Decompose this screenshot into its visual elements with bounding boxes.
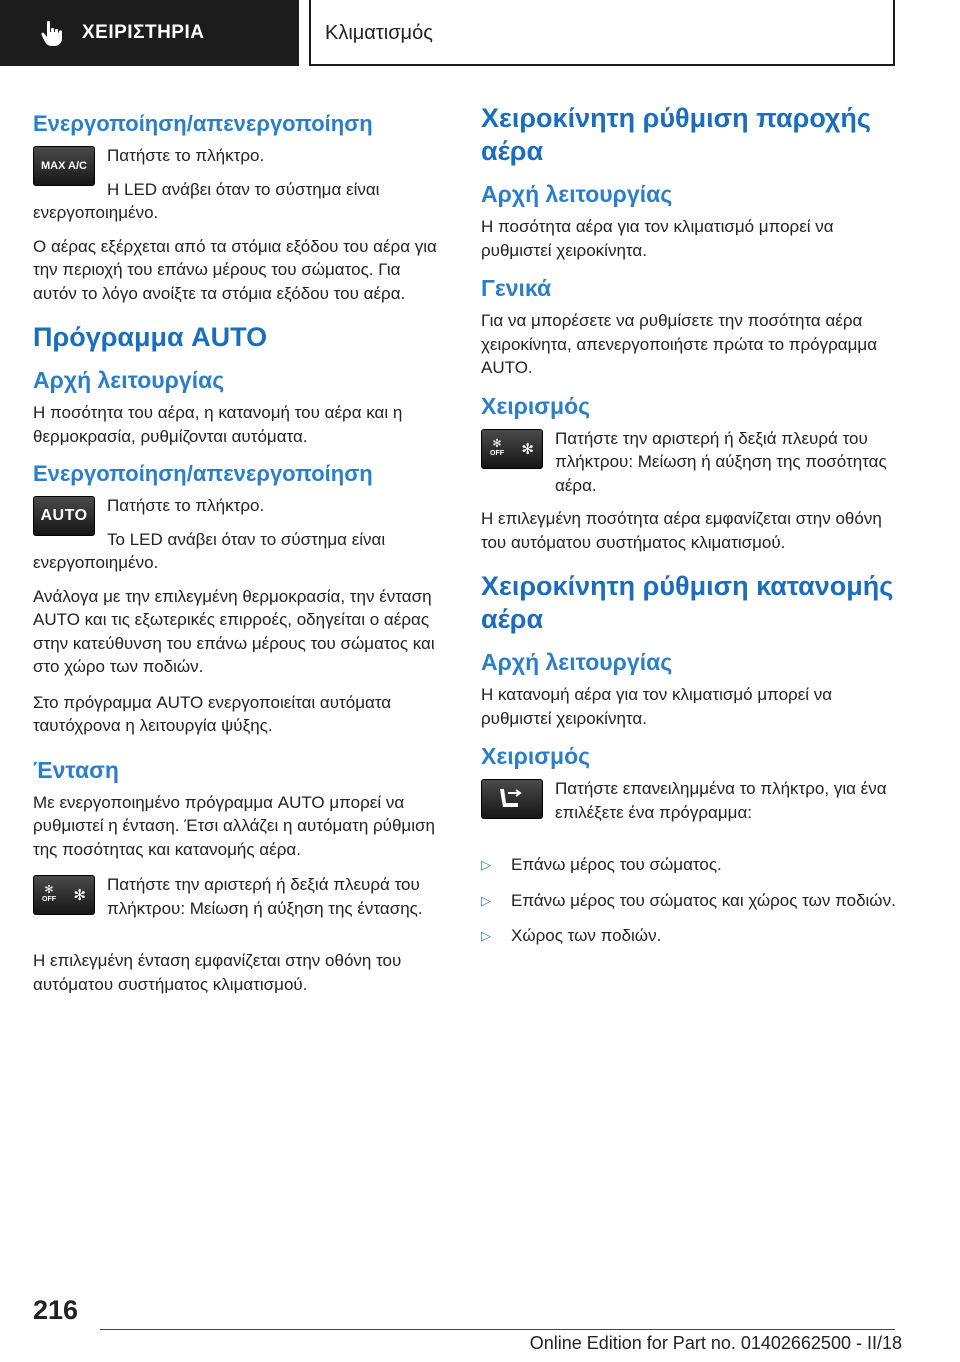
maxac-button-icon: MAX A/C [33, 146, 95, 186]
list-item: ▷ Επάνω μέρος του σώματος. [481, 853, 896, 877]
heading-intensity: Ένταση [33, 756, 119, 783]
paragraph: Η επιλεγμένη ένταση εμφανίζεται στην οθόνη του αυτόματου συστήματος κλιματισμού. [33, 951, 402, 994]
fan-small-icon: ✻ OFF [490, 437, 504, 457]
airflow-instruction [481, 427, 896, 498]
distribution-instruction [481, 777, 896, 845]
heading-operation: Χειρισμός [481, 392, 591, 419]
pointing-hand-icon [38, 18, 68, 48]
heading-manual-airflow: Χειροκίνητη ρύθμιση παροχής αέρα [481, 103, 871, 166]
heading-principle: Αρχή λειτουργίας [481, 649, 673, 675]
program-list [481, 853, 896, 948]
paragraph: Πατήστε το πλήκτρο. [107, 146, 265, 165]
header-divider [309, 0, 311, 66]
fan-large-icon: ✻ [73, 887, 86, 904]
header-box-bottom [309, 64, 895, 66]
seat-airflow-button-icon [481, 779, 543, 819]
heading-general: Γενικά [481, 275, 552, 301]
paragraph: Στο πρόγραμμα AUTO ενεργοποιείται αυτόματα ταυτόχρονα η λειτουργία ψύξης. [33, 692, 392, 735]
header-box-right [893, 0, 895, 66]
heading-principle: Αρχή λειτουργίας [33, 367, 225, 393]
section-title: ΧΕΙΡΙΣΤΗΡΙΑ [82, 22, 205, 43]
heading-manual-distribution: Χειροκίνητη ρύθμιση κατανομής αέρα [481, 571, 894, 634]
heading-operation: Χειρισμός [481, 743, 591, 769]
paragraph: Πατήστε την αριστερή ή δεξιά πλευρά του πλήκτρου: Μείωση ή αύξηση της έντασης. [107, 875, 423, 918]
fan-off-label: OFF [42, 896, 56, 903]
list-item: ▷ Επάνω μέρος του σώματος και χώρος των ποδιών. [481, 889, 896, 913]
paragraph: Η ποσότητα του αέρα, η κατανομή του αέρα και η θερμοκρασία, ρυθμίζονται αυτόματα. [33, 403, 403, 446]
paragraph: Η επιλεγμένη ποσότητα αέρα εμφανίζεται στην οθόνη του αυτόματου συστήματος κλιματισμού. [481, 509, 882, 552]
left-column [33, 100, 448, 1008]
page-number: 216 [33, 1295, 79, 1325]
footer-edition: Online Edition for Part no. 01402662500 - II/18 [529, 1333, 902, 1353]
paragraph: Ο αέρας εξέρχεται από τα στόμια εξόδου του αέρα για την περιοχή του επάνω μέρους του σώματος. Για αυτόν το λόγο ανοίξτε τα στόμια εξόδου του αέρα. [33, 236, 437, 303]
section-tab[interactable] [0, 0, 299, 66]
heading-activate-maxac: Ενεργοποίηση/απενεργοποίηση [33, 111, 373, 136]
paragraph: Η κατανομή αέρα για τον κλιματισμό μπορεί να ρυθμιστεί χειροκίνητα. [481, 685, 833, 728]
fan-large-icon: ✻ [521, 440, 534, 458]
intensity-instruction [33, 873, 448, 941]
paragraph: Πατήστε επανειλημμένα το πλήκτρο, για ένα επιλέξετε ένα πρόγραμμα: [555, 779, 887, 822]
paragraph: Το LED ανάβει όταν το σύστημα είναι ενεργοποιημένο. [33, 529, 386, 572]
paragraph: Η LED ανάβει όταν το σύστημα είναι ενεργοποιημένο. [33, 179, 380, 222]
right-column [481, 100, 896, 960]
auto-instruction [33, 494, 448, 575]
paragraph: Πατήστε το πλήκτρο. [107, 496, 265, 515]
page-header [0, 0, 960, 68]
heading-activate-auto: Ενεργοποίηση/απενεργοποίηση [33, 461, 373, 486]
fan-button-icon [33, 875, 95, 915]
paragraph: Πατήστε την αριστερή ή δεξιά πλευρά του πλήκτρου: Μείωση ή αύξηση της ποσότητας αέρα. [555, 428, 887, 495]
seat-icon [494, 785, 530, 813]
chapter-title: Κλιματισμός [325, 21, 433, 44]
paragraph: Με ενεργοποιημένο πρόγραμμα AUTO μπορεί να ρυθμιστεί η ένταση. Έτσι αλλάζει η αυτόματη ρύθμιση της ποσότητας και κατανομής αέρα. [33, 792, 435, 859]
fan-off-label: OFF [490, 449, 504, 457]
heading-auto-program: Πρόγραμμα AUTO [33, 322, 268, 352]
paragraph: Για να μπορέσετε να ρυθμίσετε την ποσότητα αέρα χειροκίνητα, απενεργοποιήστε πρώτα το πρόγραμμα AUTO. [481, 311, 878, 377]
fan-button-icon [481, 429, 543, 469]
auto-button-icon: AUTO [33, 496, 95, 536]
maxac-instruction [33, 144, 448, 225]
list-item: ▷ Χώρος των ποδιών. [481, 924, 896, 948]
heading-principle: Αρχή λειτουργίας [481, 181, 673, 207]
footer-divider [100, 1329, 895, 1330]
fan-small-icon: ✻ OFF [42, 884, 56, 903]
paragraph: Ανάλογα με την επιλεγμένη θερμοκρασία, την ένταση AUTO και τις εξωτερικές επιρροές, οδηγείται ο αέρας στην κατεύθυνση του επάνω μέρους του σώματος και στο χώρο των ποδιών. [33, 586, 435, 676]
paragraph: Η ποσότητα αέρα για τον κλιματισμό μπορεί να ρυθμιστεί χειροκίνητα. [481, 217, 834, 260]
